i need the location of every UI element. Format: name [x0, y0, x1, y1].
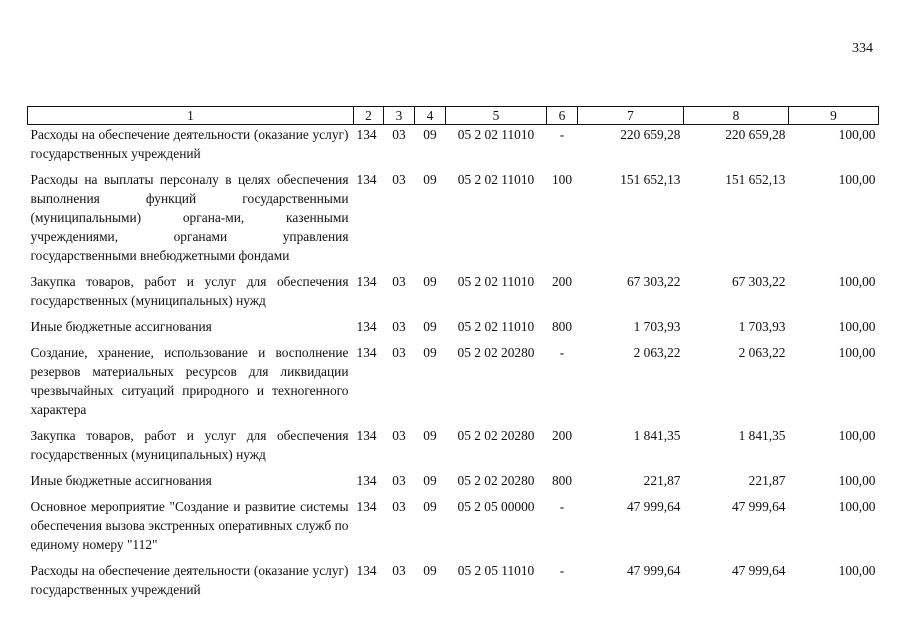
subsection-code: 09	[423, 499, 437, 514]
planned-amount: 1 841,35	[633, 428, 681, 443]
planned-amount: 151 652,13	[620, 172, 681, 187]
executed-amount: 67 303,22	[731, 274, 786, 289]
expense-type-code: 200	[551, 428, 573, 443]
budget-table	[27, 106, 879, 606]
executed-amount: 47 999,64	[731, 499, 786, 514]
target-article-code: 05 2 02 11010	[457, 127, 535, 142]
executed-amount: 220 659,28	[725, 127, 786, 142]
table-row	[28, 317, 879, 343]
target-article-code: 05 2 02 20280	[457, 428, 535, 443]
page-number: 334	[852, 41, 873, 56]
table-row	[28, 497, 879, 561]
expense-type-code: -	[559, 345, 565, 360]
subsection-code: 09	[423, 473, 437, 488]
execution-percent: 100,00	[838, 345, 876, 360]
expense-name: Расходы на обеспечение деятельности (оказание услуг) государственных учреждений	[30, 127, 349, 161]
header-cell-8: 8	[684, 107, 789, 125]
header-cell-9: 9	[789, 107, 879, 125]
expense-name: Основное мероприятие "Создание и развитие системы обеспечения вызова экстренных оперативных служб по единому номеру "112"	[30, 499, 349, 552]
execution-percent: 100,00	[838, 274, 876, 289]
expense-name: Создание, хранение, использование и восполнение резервов материальных ресурсов для ликвидации чрезвычайных ситуаций природного и техногенного характера	[30, 345, 349, 417]
header-cell-4: 4	[415, 107, 446, 125]
section-code: 03	[392, 172, 406, 187]
target-article-code: 05 2 02 11010	[457, 274, 535, 289]
expense-type-code: 200	[551, 274, 573, 289]
expense-type-code: -	[559, 127, 565, 142]
header-row	[28, 107, 879, 125]
ministry-code: 134	[356, 563, 377, 578]
planned-amount: 221,87	[643, 473, 681, 488]
subsection-code: 09	[423, 345, 437, 360]
ministry-code: 134	[356, 428, 377, 443]
expense-type-code: -	[559, 499, 565, 514]
executed-amount: 47 999,64	[731, 563, 786, 578]
executed-amount: 151 652,13	[725, 172, 786, 187]
expense-type-code: 800	[551, 319, 573, 334]
section-code: 03	[392, 319, 406, 334]
ministry-code: 134	[356, 319, 377, 334]
section-code: 03	[392, 563, 406, 578]
execution-percent: 100,00	[838, 563, 876, 578]
planned-amount: 47 999,64	[626, 499, 681, 514]
header-cell-3: 3	[384, 107, 415, 125]
target-article-code: 05 2 02 11010	[457, 172, 535, 187]
execution-percent: 100,00	[838, 172, 876, 187]
planned-amount: 220 659,28	[620, 127, 681, 142]
header-cell-5: 5	[446, 107, 547, 125]
section-code: 03	[392, 428, 406, 443]
ministry-code: 134	[356, 274, 377, 289]
expense-name: Иные бюджетные ассигнования	[30, 319, 212, 334]
expense-name: Закупка товаров, работ и услуг для обеспечения государственных (муниципальных) нужд	[30, 274, 349, 308]
execution-percent: 100,00	[838, 319, 876, 334]
section-code: 03	[392, 473, 406, 488]
header-cell-6: 6	[547, 107, 578, 125]
header-cell-1: 1	[28, 107, 354, 125]
subsection-code: 09	[423, 563, 437, 578]
section-code: 03	[392, 499, 406, 514]
execution-percent: 100,00	[838, 473, 876, 488]
executed-amount: 221,87	[748, 473, 786, 488]
expense-type-code: -	[559, 563, 565, 578]
planned-amount: 47 999,64	[626, 563, 681, 578]
section-code: 03	[392, 345, 406, 360]
planned-amount: 2 063,22	[633, 345, 681, 360]
table-body	[28, 125, 879, 607]
table-row	[28, 471, 879, 497]
expense-name: Расходы на выплаты персоналу в целях обеспечения выполнения функций государственными (муниципальными) органа-ми, казенными учреждениями, органами управления государственными внебюджетными фондами	[30, 172, 349, 263]
planned-amount: 1 703,93	[633, 319, 681, 334]
ministry-code: 134	[356, 473, 377, 488]
executed-amount: 2 063,22	[738, 345, 786, 360]
table-row	[28, 170, 879, 272]
section-code: 03	[392, 274, 406, 289]
ministry-code: 134	[356, 127, 377, 142]
subsection-code: 09	[423, 172, 437, 187]
target-article-code: 05 2 02 20280	[457, 473, 535, 488]
target-article-code: 05 2 02 20280	[457, 345, 535, 360]
ministry-code: 134	[356, 345, 377, 360]
ministry-code: 134	[356, 172, 377, 187]
target-article-code: 05 2 05 11010	[457, 563, 535, 578]
execution-percent: 100,00	[838, 499, 876, 514]
executed-amount: 1 703,93	[738, 319, 786, 334]
planned-amount: 67 303,22	[626, 274, 681, 289]
table-row	[28, 125, 879, 171]
executed-amount: 1 841,35	[738, 428, 786, 443]
table-row	[28, 272, 879, 317]
ministry-code: 134	[356, 499, 377, 514]
header-cell-2: 2	[354, 107, 384, 125]
section-code: 03	[392, 127, 406, 142]
target-article-code: 05 2 02 11010	[457, 319, 535, 334]
execution-percent: 100,00	[838, 127, 876, 142]
expense-type-code: 800	[551, 473, 573, 488]
table-row	[28, 561, 879, 606]
header-cell-7: 7	[578, 107, 684, 125]
subsection-code: 09	[423, 274, 437, 289]
expense-name: Закупка товаров, работ и услуг для обеспечения государственных (муниципальных) нужд	[30, 428, 349, 462]
subsection-code: 09	[423, 127, 437, 142]
subsection-code: 09	[423, 319, 437, 334]
execution-percent: 100,00	[838, 428, 876, 443]
expense-name: Расходы на обеспечение деятельности (оказание услуг) государственных учреждений	[30, 563, 349, 597]
expense-name: Иные бюджетные ассигнования	[30, 473, 212, 488]
subsection-code: 09	[423, 428, 437, 443]
target-article-code: 05 2 05 00000	[457, 499, 535, 514]
table-row	[28, 343, 879, 426]
table-row	[28, 426, 879, 471]
expense-type-code: 100	[551, 172, 573, 187]
